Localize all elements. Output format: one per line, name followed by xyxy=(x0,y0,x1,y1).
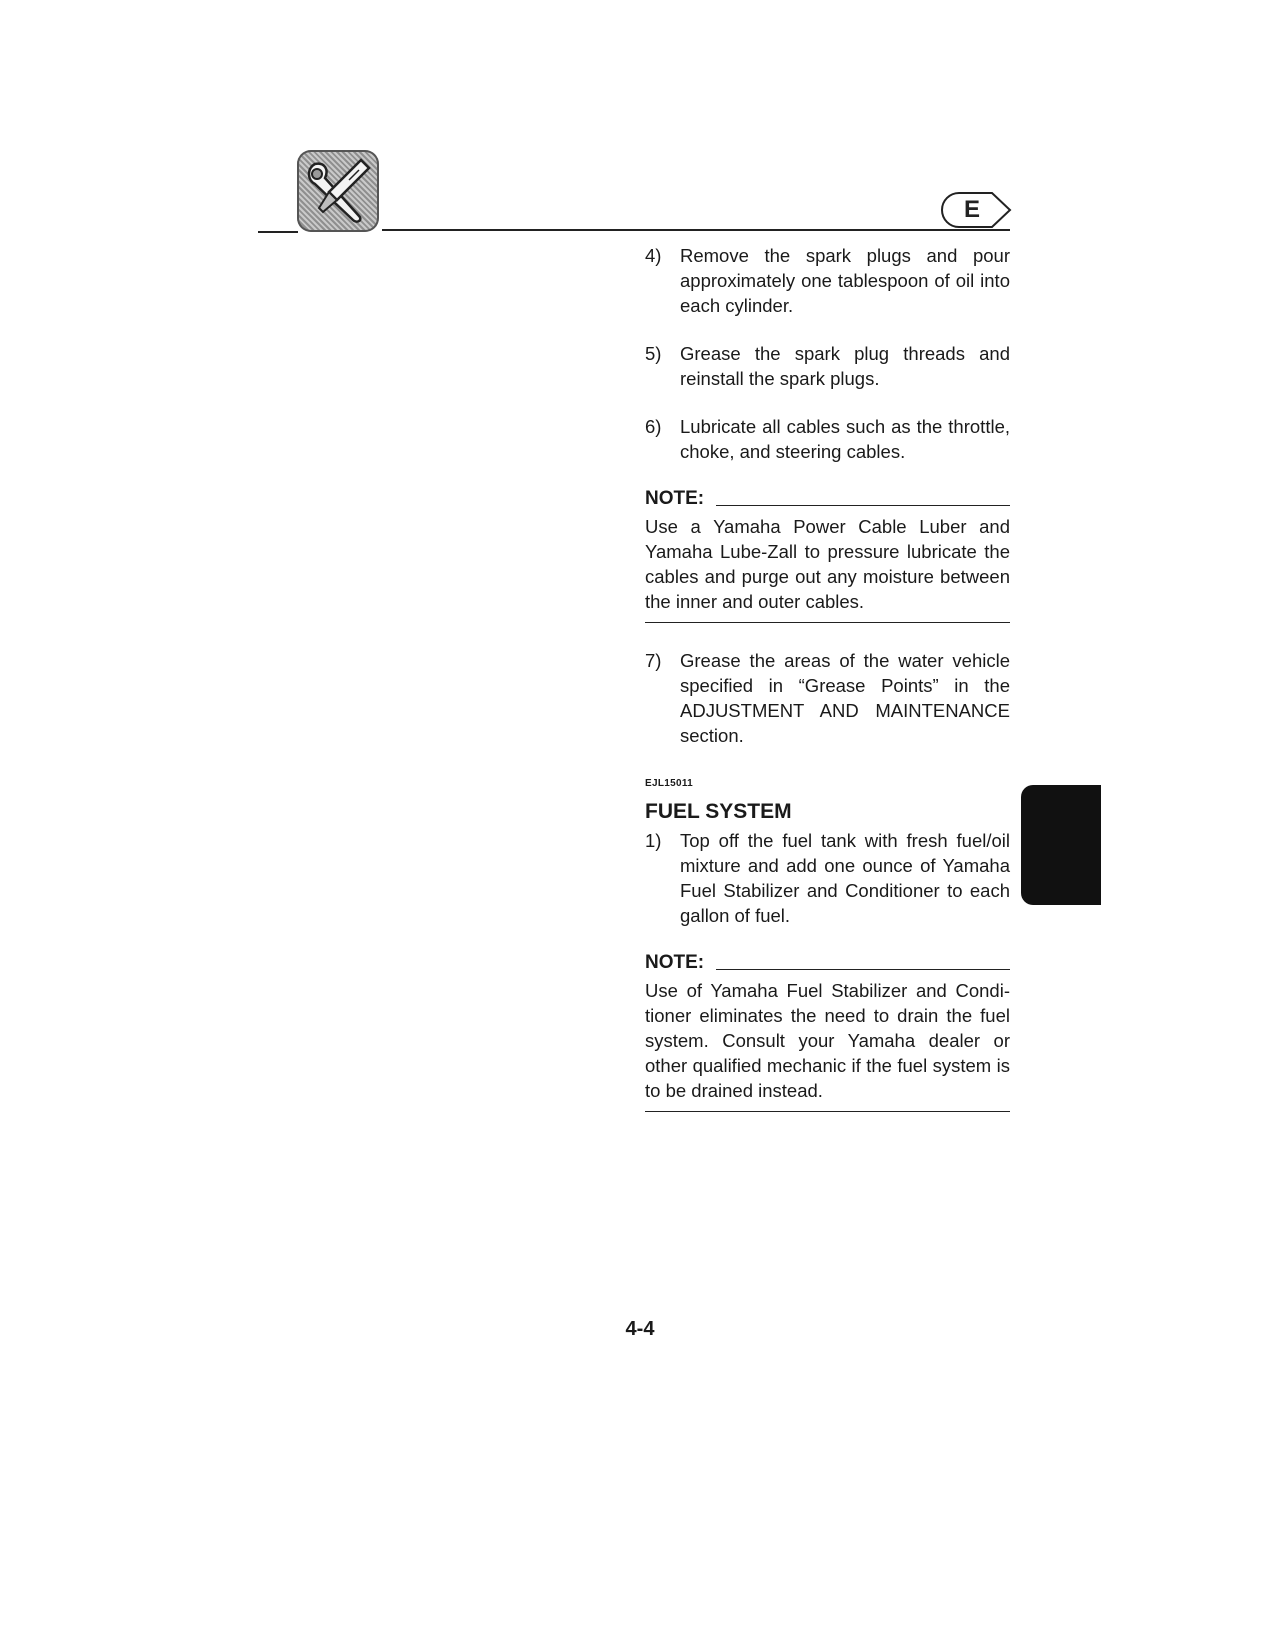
item-text: Lubricate all cables such as the throttle, choke, and steering cables. xyxy=(680,416,1010,462)
note-box xyxy=(645,487,1010,623)
item-number: 1) xyxy=(645,830,662,851)
item-number: 5) xyxy=(645,343,662,364)
item-number: 6) xyxy=(645,416,662,437)
section-title: FUEL SYSTEM xyxy=(645,800,792,823)
list-item xyxy=(645,243,1010,318)
tools-icon xyxy=(297,150,379,232)
note-text: Use a Yamaha Power Cable Luber and Yamaha Lube-Zall to pressure lubricate the cables and purge out any moisture between the inner and outer cables. xyxy=(645,514,1010,623)
note-header xyxy=(645,951,1010,975)
note-rule xyxy=(716,505,1010,507)
section-code: EJL15011 xyxy=(645,778,693,789)
note-box xyxy=(645,951,1010,1112)
header-rule-left xyxy=(258,231,298,233)
list-item xyxy=(645,648,1010,748)
section-tab xyxy=(1021,785,1101,905)
language-badge-letter: E xyxy=(963,196,980,223)
note-rule xyxy=(716,969,1010,971)
language-badge xyxy=(940,191,1012,229)
item-number: 7) xyxy=(645,650,662,671)
list-item xyxy=(645,341,1010,391)
header-rule xyxy=(382,229,1010,231)
content-column xyxy=(645,243,1010,1137)
note-text: Use of Yamaha Fuel Stabilizer and Conditioner eliminates the need to drain the fuel system. Consult your Yamaha dealer or other qualified mechanic if the fuel system is to be drained instead. xyxy=(645,978,1010,1112)
note-label: NOTE: xyxy=(645,488,705,509)
list-item xyxy=(645,828,1010,928)
page-number: 4-4 xyxy=(625,1318,655,1340)
item-text: Grease the spark plug threads and reinstall the spark plugs. xyxy=(680,343,1010,389)
item-text: Remove the spark plugs and pour approximately one tablespoon of oil into each cylinder. xyxy=(680,245,1010,316)
item-text: Top off the fuel tank with fresh fuel/oil mixture and add one ounce of Yamaha Fuel Stabilizer and Conditioner to each gallon of fuel. xyxy=(680,830,1010,926)
note-label: NOTE: xyxy=(645,952,705,973)
list-item xyxy=(645,414,1010,464)
item-number: 4) xyxy=(645,245,662,266)
item-text: Grease the areas of the water vehicle specified in “Grease Points” in the ADJUSTMENT AND MAINTENANCE section. xyxy=(680,650,1010,746)
note-header xyxy=(645,487,1010,511)
